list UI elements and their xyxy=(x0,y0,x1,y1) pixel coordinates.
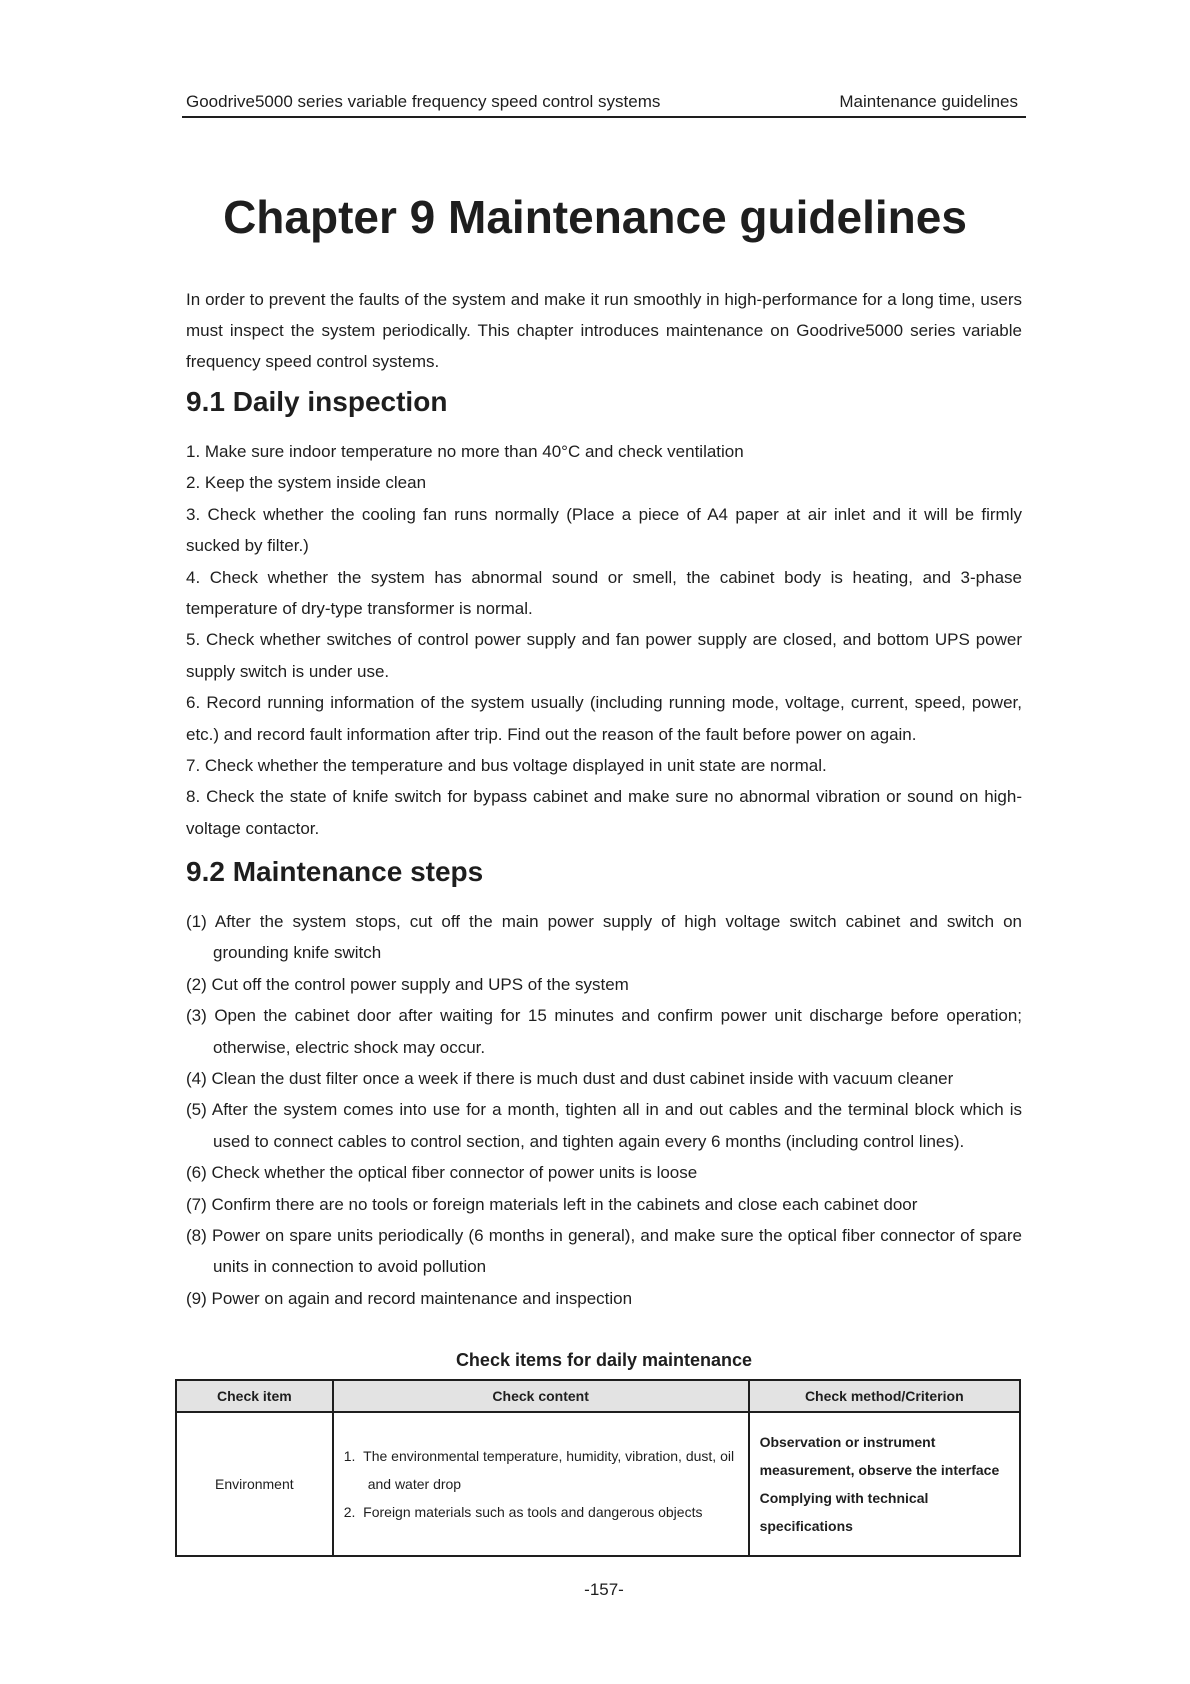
check-method-line: Complying with technical specifications xyxy=(759,1490,929,1534)
table-row xyxy=(176,1412,1020,1556)
list-item: (3) Open the cabinet door after waiting for 15 minutes and confirm power unit discharge before operation; otherwise, electric shock may occur. xyxy=(186,1006,1022,1057)
list-item: (6) Check whether the optical fiber connector of power units is loose xyxy=(186,1163,698,1183)
section-heading-daily-inspection: 9.1 Daily inspection xyxy=(186,386,448,417)
list-item: 4. Check whether the system has abnormal sound or smell, the cabinet body is heating, and 3-phase temperature of dry-type transformer is normal. xyxy=(186,567,1022,619)
page-number: -157- xyxy=(584,1580,624,1599)
list-item: (5) After the system comes into use for a month, tighten all in and out cables and the terminal block which is used to connect cables to control section, and tighten again every 6 months (including control lines). xyxy=(186,1100,1022,1151)
cell-check-item: Environment xyxy=(176,1412,333,1556)
list-item: 5. Check whether switches of control power supply and fan power supply are closed, and bottom UPS power supply switch is under use. xyxy=(186,630,1022,681)
daily-maintenance-table xyxy=(175,1379,1021,1557)
section-heading-maintenance-steps: 9.2 Maintenance steps xyxy=(186,856,484,887)
maintenance-steps-list xyxy=(186,906,1022,1314)
list-item: 3. Check whether the cooling fan runs normally (Place a piece of A4 paper at air inlet and it will be firmly sucked by filter.) xyxy=(186,504,1022,556)
table-header-row xyxy=(176,1380,1020,1412)
list-item: 7. Check whether the temperature and bus voltage displayed in unit state are normal. xyxy=(186,756,827,776)
header-document-title: Goodrive5000 series variable frequency speed control systems xyxy=(186,92,661,111)
table-caption: Check items for daily maintenance xyxy=(455,1350,753,1370)
list-item: (7) Confirm there are no tools or foreign materials left in the cabinets and close each cabinet door xyxy=(186,1194,918,1214)
column-header-check-method: Check method/Criterion xyxy=(749,1380,1020,1412)
column-header-check-content: Check content xyxy=(333,1380,749,1412)
list-item: (4) Clean the dust filter once a week if there is much dust and dust cabinet inside with vacuum cleaner xyxy=(186,1069,954,1089)
list-item: (1) After the system stops, cut off the main power supply of high voltage switch cabinet and switch on grounding knife switch xyxy=(186,912,1022,963)
check-method-line: Observation or instrument measurement, observe the interface xyxy=(759,1434,1000,1478)
cell-check-content xyxy=(333,1412,749,1556)
list-item: 6. Record running information of the system usually (including running mode, voltage, current, speed, power, etc.) and record fault information after trip. Find out the reason of the fault before power on again. xyxy=(186,693,1022,744)
chapter-title: Chapter 9 Maintenance guidelines xyxy=(223,191,967,243)
running-header xyxy=(182,92,1026,118)
list-item: 8. Check the state of knife switch for bypass cabinet and make sure no abnormal vibration or sound on high-voltage contactor. xyxy=(186,787,1022,838)
check-content-item: 1. The environmental temperature, humidity, vibration, dust, oil and water drop xyxy=(343,1448,735,1492)
check-content-item: 2. Foreign materials such as tools and dangerous objects xyxy=(343,1504,703,1520)
header-chapter-name: Maintenance guidelines xyxy=(839,92,1018,111)
cell-check-method xyxy=(749,1412,1020,1556)
list-item: (2) Cut off the control power supply and UPS of the system xyxy=(186,974,629,994)
intro-paragraph: In order to prevent the faults of the system and make it run smoothly in high-performance for a long time, users must inspect the system periodically. This chapter introduces maintenance on Goodrive5000 series variable frequency speed control systems. xyxy=(186,290,1022,371)
list-item: (9) Power on again and record maintenance and inspection xyxy=(186,1288,633,1308)
list-item: 2. Keep the system inside clean xyxy=(186,473,427,493)
list-item: 1. Make sure indoor temperature no more than 40°C and check ventilation xyxy=(186,442,744,461)
list-item: (8) Power on spare units periodically (6 months in general), and make sure the optical fiber connector of spare units in connection to avoid pollution xyxy=(186,1226,1022,1277)
column-header-check-item: Check item xyxy=(176,1380,333,1412)
daily-inspection-list xyxy=(186,436,1022,844)
